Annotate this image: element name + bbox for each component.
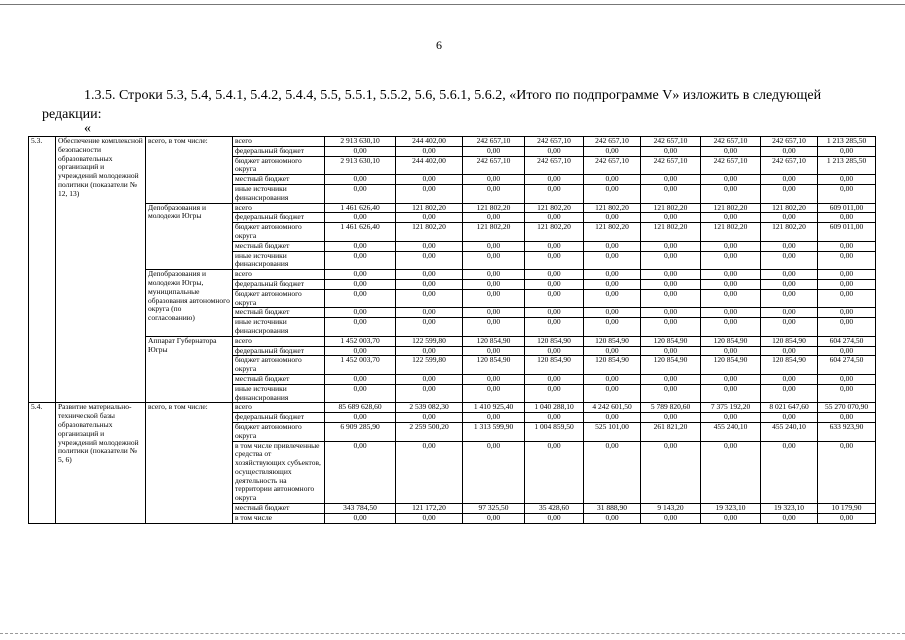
funding-source-cell: федеральный бюджет (233, 413, 325, 423)
value-cell: 1 452 003,70 (325, 336, 396, 346)
table-row (29, 137, 876, 147)
value-cell: 0,00 (396, 146, 463, 156)
value-cell: 121 802,20 (525, 203, 584, 213)
table-row (29, 336, 876, 346)
value-cell: 0,00 (641, 270, 701, 280)
value-cell: 0,00 (463, 318, 525, 337)
value-cell: 0,00 (818, 289, 876, 308)
value-cell: 0,00 (463, 175, 525, 185)
value-cell: 0,00 (584, 318, 641, 337)
value-cell: 0,00 (818, 279, 876, 289)
value-cell: 0,00 (818, 241, 876, 251)
value-cell: 0,00 (525, 346, 584, 356)
value-cell: 10 179,90 (818, 504, 876, 514)
row-number-cell: 5.3. (29, 137, 56, 403)
value-cell: 0,00 (463, 374, 525, 384)
value-cell: 0,00 (463, 289, 525, 308)
value-cell: 0,00 (818, 318, 876, 337)
value-cell: 0,00 (818, 213, 876, 223)
value-cell: 242 657,10 (761, 156, 818, 175)
value-cell: 0,00 (463, 251, 525, 270)
value-cell: 0,00 (818, 308, 876, 318)
funding-source-cell: всего (233, 270, 325, 280)
value-cell: 0,00 (761, 270, 818, 280)
value-cell: 0,00 (325, 146, 396, 156)
value-cell: 0,00 (641, 251, 701, 270)
value-cell: 35 428,60 (525, 504, 584, 514)
value-cell: 0,00 (641, 308, 701, 318)
value-cell: 0,00 (761, 384, 818, 403)
value-cell: 0,00 (701, 279, 761, 289)
value-cell: 0,00 (641, 374, 701, 384)
value-cell: 0,00 (701, 146, 761, 156)
value-cell: 0,00 (584, 441, 641, 504)
value-cell: 7 375 192,20 (701, 403, 761, 413)
value-cell: 120 854,90 (584, 336, 641, 346)
page-number: 6 (436, 38, 442, 52)
value-cell: 0,00 (761, 251, 818, 270)
value-cell: 0,00 (701, 318, 761, 337)
funding-source-cell: федеральный бюджет (233, 279, 325, 289)
value-cell: 242 657,10 (525, 156, 584, 175)
value-cell: 0,00 (396, 384, 463, 403)
value-cell: 0,00 (525, 270, 584, 280)
value-cell: 0,00 (584, 413, 641, 423)
value-cell: 0,00 (325, 251, 396, 270)
value-cell: 0,00 (701, 251, 761, 270)
value-cell: 19 323,10 (761, 504, 818, 514)
value-cell: 1 461 626,40 (325, 223, 396, 242)
funding-source-cell: иные источники финансирования (233, 184, 325, 203)
value-cell: 242 657,10 (701, 156, 761, 175)
value-cell: 242 657,10 (641, 156, 701, 175)
value-cell: 0,00 (525, 289, 584, 308)
value-cell: 0,00 (325, 184, 396, 203)
value-cell: 0,00 (761, 318, 818, 337)
value-cell: 0,00 (584, 513, 641, 523)
value-cell: 604 274,50 (818, 356, 876, 375)
funding-source-cell: иные источники финансирования (233, 318, 325, 337)
value-cell: 6 909 285,90 (325, 422, 396, 441)
value-cell: 120 854,90 (761, 356, 818, 375)
value-cell: 0,00 (463, 241, 525, 251)
budget-table (28, 136, 876, 524)
value-cell: 122 599,80 (396, 336, 463, 346)
value-cell: 525 101,00 (584, 422, 641, 441)
value-cell: 1 004 859,50 (525, 422, 584, 441)
value-cell: 0,00 (463, 308, 525, 318)
funding-source-cell: местный бюджет (233, 175, 325, 185)
value-cell: 0,00 (761, 213, 818, 223)
value-cell: 0,00 (396, 184, 463, 203)
value-cell: 0,00 (325, 241, 396, 251)
value-cell: 455 240,10 (761, 422, 818, 441)
value-cell: 2 539 082,30 (396, 403, 463, 413)
section-heading: 1.3.5. Строки 5.3, 5.4, 5.4.1, 5.4.2, 5.4.4, 5.5, 5.5.1, 5.5.2, 5.6, 5.6.1, 5.6.2, «Итого по подпрограмме V» изложить в следующей редакции: (42, 88, 822, 122)
value-cell: 0,00 (325, 318, 396, 337)
value-cell: 0,00 (584, 270, 641, 280)
value-cell: 55 270 070,90 (818, 403, 876, 413)
value-cell: 121 802,20 (584, 203, 641, 213)
value-cell: 0,00 (641, 289, 701, 308)
value-cell: 0,00 (641, 146, 701, 156)
value-cell: 1 410 925,40 (463, 403, 525, 413)
value-cell: 0,00 (325, 213, 396, 223)
value-cell: 121 802,20 (761, 203, 818, 213)
value-cell: 85 689 628,60 (325, 403, 396, 413)
value-cell: 0,00 (325, 384, 396, 403)
value-cell: 121 802,20 (761, 223, 818, 242)
value-cell: 0,00 (325, 270, 396, 280)
value-cell: 1 452 003,70 (325, 356, 396, 375)
value-cell: 0,00 (701, 184, 761, 203)
value-cell: 242 657,10 (584, 137, 641, 147)
value-cell: 120 854,90 (761, 336, 818, 346)
value-cell: 0,00 (761, 146, 818, 156)
funding-source-cell: всего (233, 137, 325, 147)
value-cell: 0,00 (463, 413, 525, 423)
value-cell: 0,00 (761, 413, 818, 423)
value-cell: 0,00 (701, 213, 761, 223)
value-cell: 609 011,00 (818, 223, 876, 242)
value-cell: 2 913 630,10 (325, 137, 396, 147)
value-cell: 0,00 (701, 175, 761, 185)
value-cell: 0,00 (525, 279, 584, 289)
executor-cell: всего, в том числе: (146, 137, 233, 204)
value-cell: 0,00 (761, 441, 818, 504)
value-cell: 2 913 630,10 (325, 156, 396, 175)
value-cell: 0,00 (584, 308, 641, 318)
value-cell: 2 259 500,20 (396, 422, 463, 441)
value-cell: 0,00 (818, 513, 876, 523)
value-cell: 0,00 (525, 251, 584, 270)
value-cell: 0,00 (584, 279, 641, 289)
value-cell: 1 461 626,40 (325, 203, 396, 213)
value-cell: 0,00 (525, 413, 584, 423)
value-cell: 0,00 (325, 513, 396, 523)
value-cell: 242 657,10 (463, 137, 525, 147)
value-cell: 0,00 (701, 441, 761, 504)
value-cell: 242 657,10 (761, 137, 818, 147)
row-number-cell: 5.4. (29, 403, 56, 523)
value-cell: 4 242 601,50 (584, 403, 641, 413)
value-cell: 0,00 (761, 175, 818, 185)
value-cell: 0,00 (818, 175, 876, 185)
funding-source-cell: федеральный бюджет (233, 146, 325, 156)
value-cell: 0,00 (525, 374, 584, 384)
value-cell: 0,00 (641, 279, 701, 289)
value-cell: 120 854,90 (701, 356, 761, 375)
value-cell: 0,00 (463, 441, 525, 504)
funding-source-cell: всего (233, 403, 325, 413)
table-row (29, 270, 876, 280)
value-cell: 0,00 (325, 413, 396, 423)
value-cell: 8 021 647,60 (761, 403, 818, 413)
value-cell: 0,00 (525, 441, 584, 504)
value-cell: 0,00 (818, 251, 876, 270)
value-cell: 0,00 (396, 213, 463, 223)
funding-source-cell: местный бюджет (233, 241, 325, 251)
value-cell: 0,00 (463, 270, 525, 280)
value-cell: 0,00 (396, 441, 463, 504)
value-cell: 0,00 (701, 308, 761, 318)
funding-source-cell: иные источники финансирования (233, 251, 325, 270)
value-cell: 0,00 (701, 513, 761, 523)
value-cell: 0,00 (584, 251, 641, 270)
value-cell: 242 657,10 (584, 156, 641, 175)
value-cell: 0,00 (584, 289, 641, 308)
value-cell: 0,00 (584, 384, 641, 403)
funding-source-cell: в том числе (233, 513, 325, 523)
value-cell: 0,00 (396, 251, 463, 270)
value-cell: 121 802,20 (525, 223, 584, 242)
value-cell: 455 240,10 (701, 422, 761, 441)
value-cell: 244 402,00 (396, 156, 463, 175)
value-cell: 1 213 285,50 (818, 137, 876, 147)
value-cell: 0,00 (641, 441, 701, 504)
value-cell: 121 802,20 (584, 223, 641, 242)
funding-source-cell: местный бюджет (233, 308, 325, 318)
value-cell: 0,00 (701, 270, 761, 280)
measure-name-cell: Развитие материально-технической базы образовательных организаций и учреждений молодежной политики (показатели № 5, 6) (56, 403, 146, 523)
value-cell: 0,00 (701, 384, 761, 403)
value-cell: 120 854,90 (641, 356, 701, 375)
funding-source-cell: бюджет автономного округа (233, 156, 325, 175)
value-cell: 0,00 (761, 289, 818, 308)
value-cell: 120 854,90 (463, 336, 525, 346)
value-cell: 0,00 (325, 346, 396, 356)
value-cell: 0,00 (325, 308, 396, 318)
value-cell: 1 213 285,50 (818, 156, 876, 175)
executor-cell: всего, в том числе: (146, 403, 233, 523)
value-cell: 0,00 (818, 413, 876, 423)
funding-source-cell: всего (233, 336, 325, 346)
value-cell: 120 854,90 (525, 336, 584, 346)
funding-source-cell: федеральный бюджет (233, 213, 325, 223)
value-cell: 0,00 (818, 146, 876, 156)
value-cell: 242 657,10 (463, 156, 525, 175)
value-cell: 0,00 (701, 413, 761, 423)
opening-quote: « (84, 121, 91, 136)
value-cell: 120 854,90 (584, 356, 641, 375)
funding-source-cell: в том числе привлеченные средства от хозяйствующих субъектов, осуществляющих деятельность на территории автономного округа (233, 441, 325, 504)
value-cell: 343 784,50 (325, 504, 396, 514)
value-cell: 0,00 (325, 279, 396, 289)
value-cell: 0,00 (818, 346, 876, 356)
value-cell: 0,00 (584, 241, 641, 251)
value-cell: 0,00 (641, 413, 701, 423)
value-cell: 0,00 (584, 213, 641, 223)
value-cell: 120 854,90 (701, 336, 761, 346)
funding-source-cell: бюджет автономного округа (233, 422, 325, 441)
funding-source-cell: местный бюджет (233, 374, 325, 384)
executor-cell: Аппарат Губернатора Югры (146, 336, 233, 403)
value-cell: 120 854,90 (463, 356, 525, 375)
value-cell: 1 313 599,90 (463, 422, 525, 441)
value-cell: 0,00 (396, 175, 463, 185)
value-cell: 0,00 (396, 289, 463, 308)
value-cell: 121 172,20 (396, 504, 463, 514)
value-cell: 244 402,00 (396, 137, 463, 147)
value-cell: 0,00 (584, 175, 641, 185)
value-cell: 0,00 (325, 289, 396, 308)
value-cell: 0,00 (396, 279, 463, 289)
value-cell: 0,00 (525, 513, 584, 523)
funding-source-cell: бюджет автономного округа (233, 289, 325, 308)
value-cell: 121 802,20 (463, 223, 525, 242)
value-cell: 121 802,20 (463, 203, 525, 213)
value-cell: 0,00 (641, 384, 701, 403)
value-cell: 0,00 (525, 213, 584, 223)
value-cell: 0,00 (396, 270, 463, 280)
value-cell: 0,00 (761, 184, 818, 203)
value-cell: 633 923,90 (818, 422, 876, 441)
value-cell: 0,00 (641, 213, 701, 223)
bottom-rule (0, 633, 905, 634)
value-cell: 97 325,50 (463, 504, 525, 514)
value-cell: 122 599,80 (396, 356, 463, 375)
value-cell: 0,00 (701, 374, 761, 384)
value-cell: 0,00 (525, 318, 584, 337)
value-cell: 0,00 (641, 175, 701, 185)
funding-source-cell: иные источники финансирования (233, 384, 325, 403)
value-cell: 0,00 (818, 270, 876, 280)
measure-name-cell: Обеспечение комплексной безопасности образовательных организаций и учреждений молодежной политики (показатели № 12, 13) (56, 137, 146, 403)
value-cell: 0,00 (761, 513, 818, 523)
value-cell: 0,00 (463, 213, 525, 223)
value-cell: 0,00 (641, 346, 701, 356)
value-cell: 0,00 (584, 146, 641, 156)
funding-source-cell: местный бюджет (233, 504, 325, 514)
value-cell: 609 011,00 (818, 203, 876, 213)
value-cell: 121 802,20 (701, 203, 761, 213)
value-cell: 0,00 (463, 184, 525, 203)
value-cell: 0,00 (818, 384, 876, 403)
value-cell: 0,00 (325, 175, 396, 185)
value-cell: 0,00 (761, 279, 818, 289)
value-cell: 0,00 (761, 374, 818, 384)
value-cell: 19 323,10 (701, 504, 761, 514)
value-cell: 0,00 (463, 279, 525, 289)
value-cell: 121 802,20 (396, 223, 463, 242)
value-cell: 0,00 (396, 346, 463, 356)
value-cell: 261 821,20 (641, 422, 701, 441)
value-cell: 0,00 (396, 374, 463, 384)
value-cell: 0,00 (701, 289, 761, 308)
value-cell: 0,00 (701, 346, 761, 356)
value-cell: 120 854,90 (525, 356, 584, 375)
value-cell: 242 657,10 (701, 137, 761, 147)
value-cell: 0,00 (525, 184, 584, 203)
value-cell: 0,00 (463, 513, 525, 523)
value-cell: 0,00 (325, 374, 396, 384)
value-cell: 5 789 820,60 (641, 403, 701, 413)
value-cell: 242 657,10 (641, 137, 701, 147)
value-cell: 0,00 (818, 441, 876, 504)
value-cell: 0,00 (641, 318, 701, 337)
value-cell: 0,00 (701, 241, 761, 251)
table-row (29, 403, 876, 413)
value-cell: 0,00 (396, 413, 463, 423)
value-cell: 0,00 (818, 374, 876, 384)
value-cell: 0,00 (641, 513, 701, 523)
value-cell: 0,00 (525, 175, 584, 185)
value-cell: 9 143,20 (641, 504, 701, 514)
executor-cell: Депобразования и молодежи Югры, муниципальные образования автономного округа (по согласованию) (146, 270, 233, 337)
value-cell: 121 802,20 (641, 223, 701, 242)
table-row (29, 203, 876, 213)
funding-source-cell: всего (233, 203, 325, 213)
value-cell: 0,00 (396, 308, 463, 318)
value-cell: 0,00 (396, 318, 463, 337)
value-cell: 0,00 (584, 184, 641, 203)
value-cell: 1 040 288,10 (525, 403, 584, 413)
value-cell: 0,00 (463, 384, 525, 403)
value-cell: 121 802,20 (641, 203, 701, 213)
value-cell: 0,00 (525, 384, 584, 403)
value-cell: 0,00 (525, 241, 584, 251)
funding-source-cell: бюджет автономного округа (233, 223, 325, 242)
value-cell: 0,00 (463, 346, 525, 356)
value-cell: 0,00 (463, 146, 525, 156)
top-rule (0, 4, 905, 5)
value-cell: 0,00 (396, 513, 463, 523)
value-cell: 0,00 (761, 346, 818, 356)
value-cell: 0,00 (584, 374, 641, 384)
value-cell: 121 802,20 (396, 203, 463, 213)
funding-source-cell: бюджет автономного округа (233, 356, 325, 375)
value-cell: 0,00 (584, 346, 641, 356)
value-cell: 121 802,20 (701, 223, 761, 242)
value-cell: 0,00 (641, 184, 701, 203)
funding-source-cell: федеральный бюджет (233, 346, 325, 356)
executor-cell: Депобразования и молодежи Югры (146, 203, 233, 270)
value-cell: 604 274,50 (818, 336, 876, 346)
value-cell: 31 888,90 (584, 504, 641, 514)
value-cell: 120 854,90 (641, 336, 701, 346)
value-cell: 242 657,10 (525, 137, 584, 147)
value-cell: 0,00 (761, 241, 818, 251)
value-cell: 0,00 (396, 241, 463, 251)
value-cell: 0,00 (325, 441, 396, 504)
value-cell: 0,00 (641, 241, 701, 251)
value-cell: 0,00 (761, 308, 818, 318)
value-cell: 0,00 (525, 308, 584, 318)
value-cell: 0,00 (818, 184, 876, 203)
value-cell: 0,00 (525, 146, 584, 156)
